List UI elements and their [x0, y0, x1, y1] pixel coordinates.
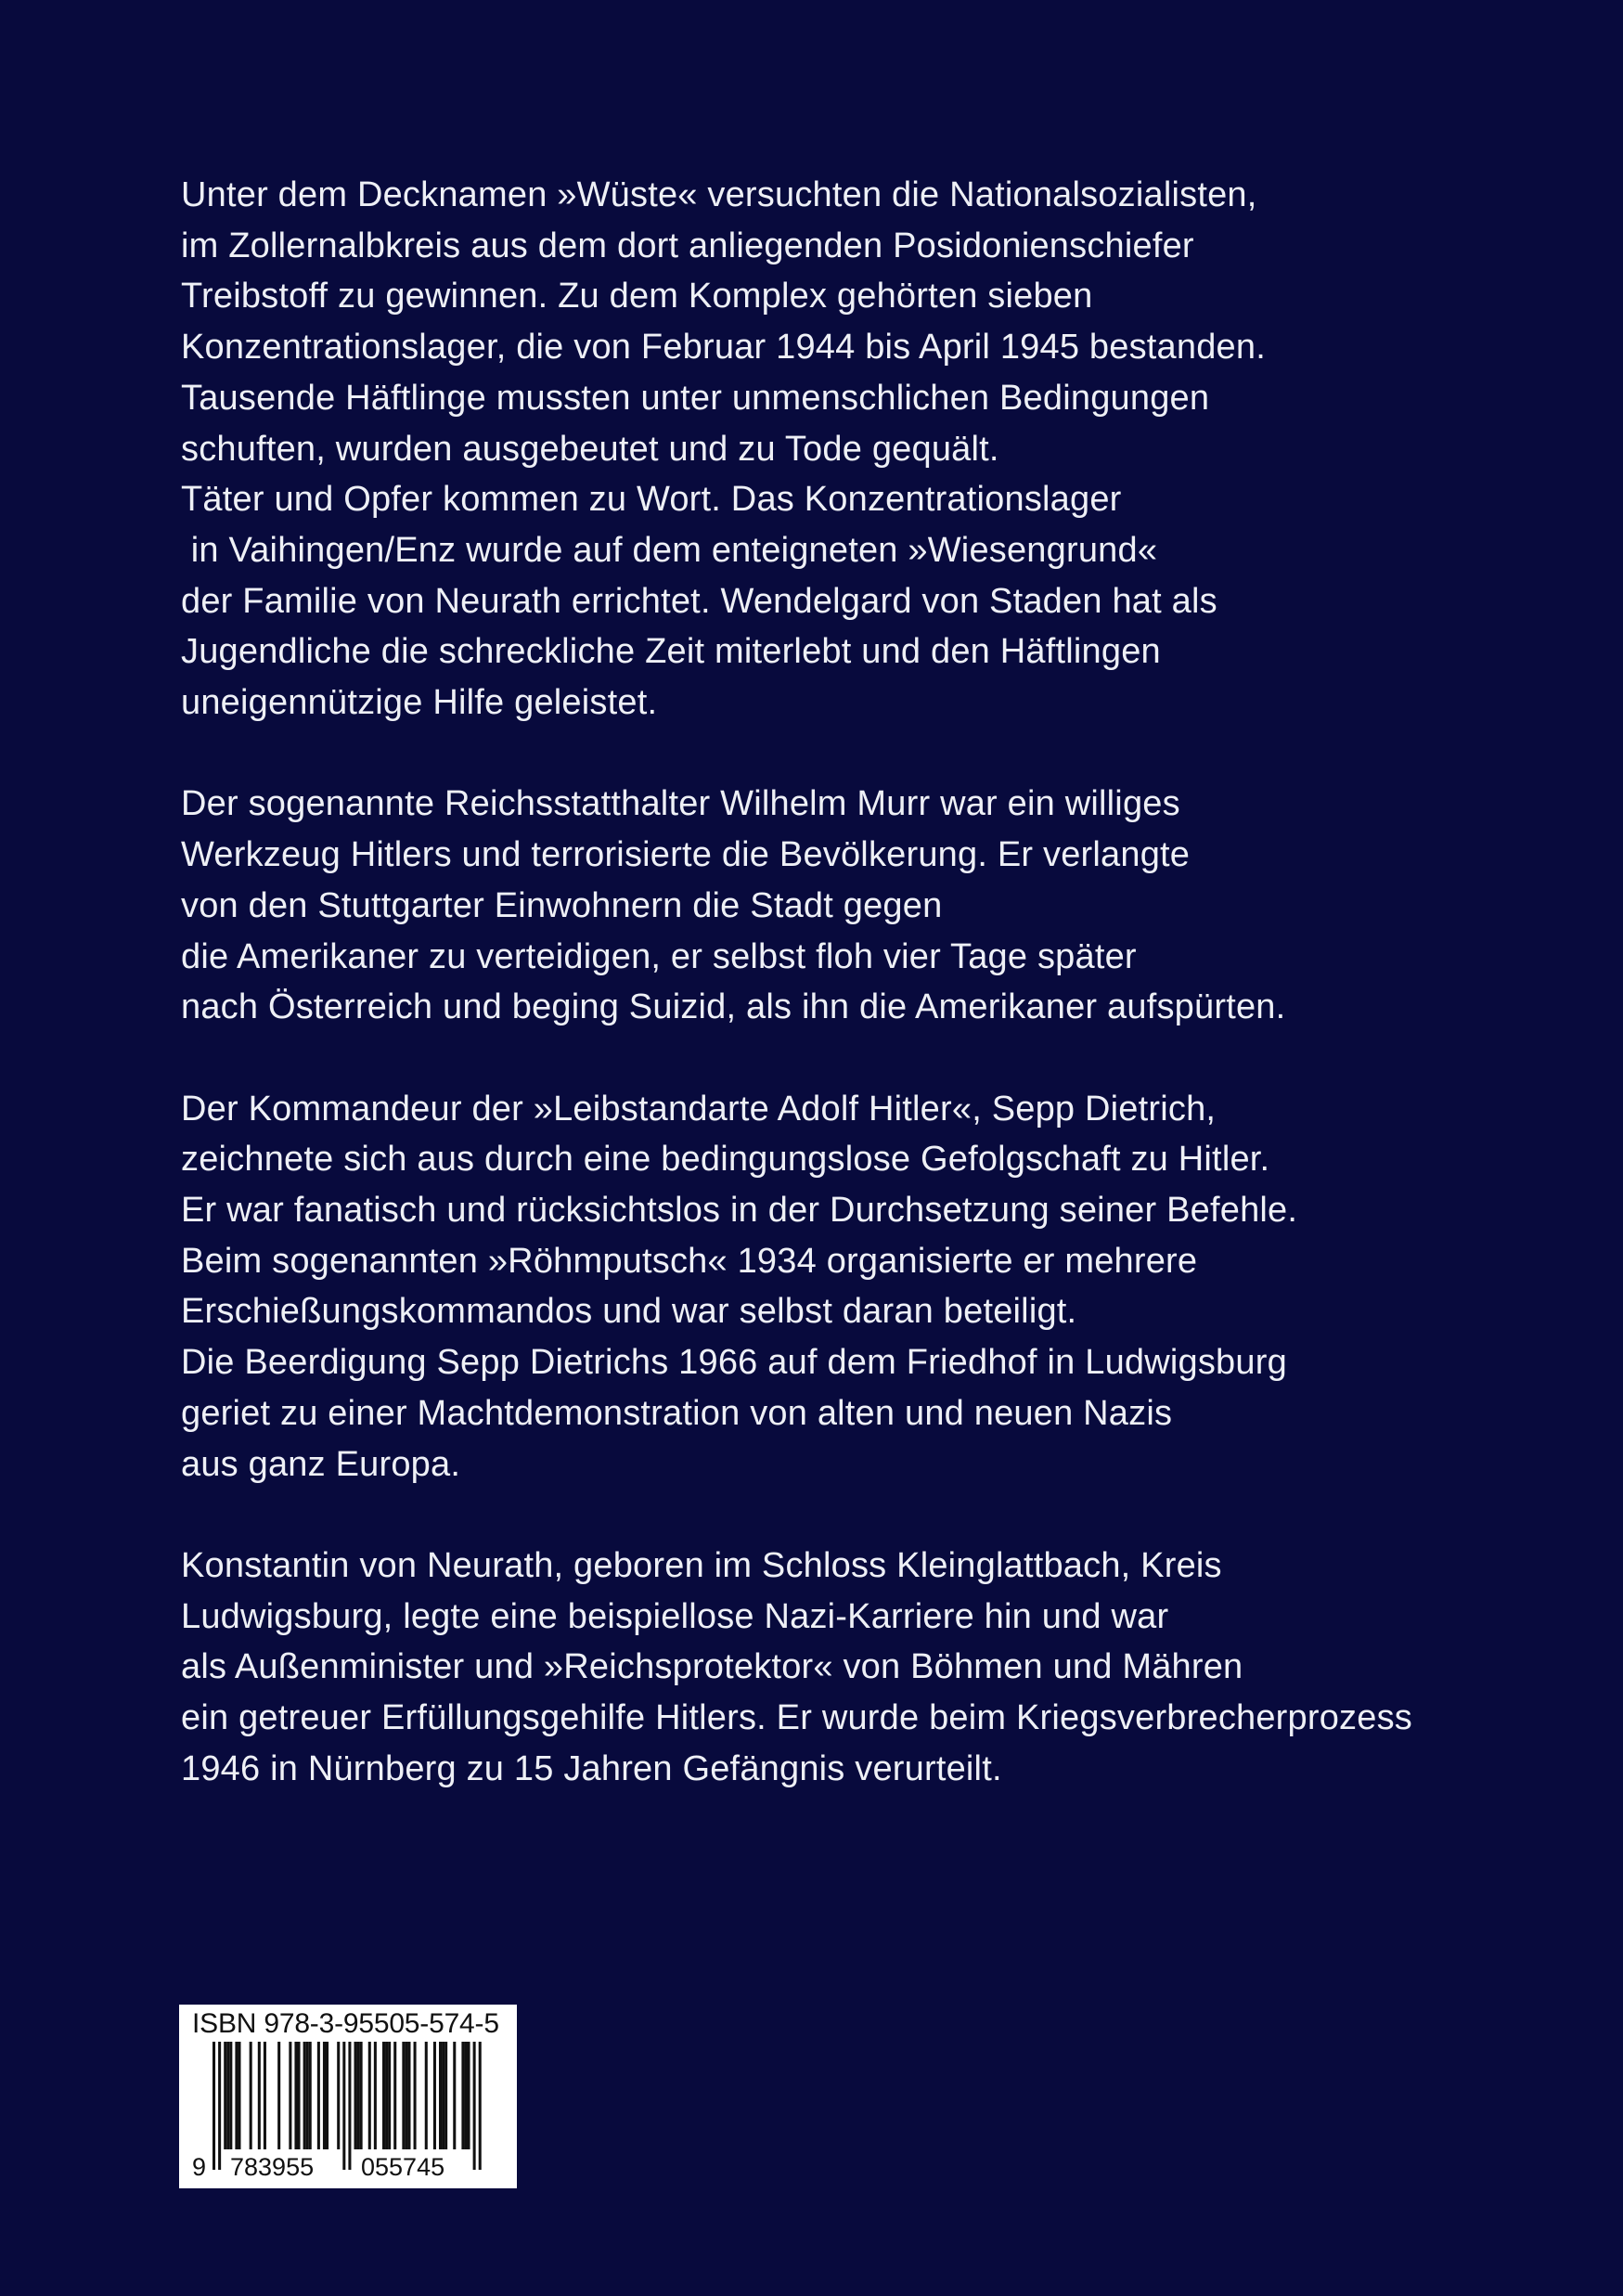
barcode-guard-bar [479, 2042, 482, 2170]
barcode-bar [309, 2042, 312, 2149]
blurb-line: von den Stuttgarter Einwohnern die Stadt gegen [181, 885, 943, 925]
barcode-guard-bar [213, 2042, 215, 2170]
isbn-barcode [179, 2005, 517, 2188]
barcode-lead-digit: 9 [192, 2153, 207, 2181]
blurb-line: geriet zu einer Machtdemonstration von alten und neuen Nazis [181, 1393, 1173, 1433]
barcode-bar [258, 2042, 261, 2149]
blurb-line: Tausende Häftlinge mussten unter unmenschlichen Bedingungen [181, 378, 1210, 418]
barcode-bar [393, 2042, 396, 2149]
barcode-bar [407, 2042, 410, 2149]
barcode-bar [368, 2042, 371, 2149]
blurb-line: Jugendliche die schreckliche Zeit miterlebt und den Häftlingen [181, 632, 1161, 672]
barcode-bar [229, 2042, 232, 2149]
blurb-paragraph-2 [181, 779, 1536, 1033]
barcode-bar [444, 2042, 447, 2149]
blurb-line: Werkzeug Hitlers und terrorisierte die Bevölkerung. Er verlangte [181, 835, 1191, 875]
barcode-bar [277, 2042, 280, 2149]
blurb-line: der Familie von Neurath errichtet. Wendelgard von Staden hat als [181, 581, 1217, 621]
barcode-bar [326, 2042, 328, 2149]
barcode-bar [360, 2042, 363, 2149]
barcode-bar [468, 2042, 470, 2149]
blurb-line: Täter und Opfer kommen zu Wort. Das Konzentrationslager [181, 480, 1122, 520]
barcode-bar [289, 2042, 291, 2149]
barcode-bar [414, 2042, 417, 2149]
barcode-bar [442, 2042, 444, 2149]
blurb-line: Die Beerdigung Sepp Dietrichs 1966 auf dem Friedhof in Ludwigsburg [181, 1343, 1287, 1383]
blurb-line: zeichnete sich aus durch eine bedingungslose Gefolgschaft zu Hitler. [181, 1140, 1270, 1180]
barcode-bar [238, 2042, 240, 2149]
blurb-line: Treibstoff zu gewinnen. Zu dem Komplex gehörten sieben [181, 277, 1093, 316]
blurb-line: aus ganz Europa. [181, 1444, 461, 1484]
blurb-line: 1946 in Nürnberg zu 15 Jahren Gefängnis verurteilt. [181, 1748, 1002, 1788]
blurb-line: schuften, wurden ausgebeutet und zu Tode gequält. [181, 429, 999, 469]
barcode-bar [425, 2042, 428, 2149]
barcode-bar [453, 2042, 456, 2149]
barcode-bar [317, 2042, 320, 2149]
blurb-line: Beim sogenannten »Röhmputsch« 1934 organisierte er mehrere [181, 1241, 1198, 1281]
blurb-line: nach Österreich und beging Suizid, als ihn die Amerikaner aufspürten. [181, 987, 1286, 1027]
blurb-line: uneigennützige Hilfe geleistet. [181, 683, 658, 723]
barcode-bar [294, 2042, 297, 2149]
barcode-bar [337, 2042, 340, 2149]
blurb-line: Unter dem Decknamen »Wüste« versuchten die Nationalsozialisten, [181, 175, 1257, 214]
barcode-bar [385, 2042, 388, 2149]
barcode-bar [374, 2042, 377, 2149]
barcode-bar [226, 2042, 229, 2149]
barcode-bar [323, 2042, 326, 2149]
blurb-line: Er war fanatisch und rücksichtslos in der Durchsetzung seiner Befehle. [181, 1191, 1298, 1231]
barcode-bar [264, 2042, 266, 2149]
isbn-label: ISBN 978-3-95505-574-5 [192, 2008, 499, 2039]
barcode-bar [235, 2042, 238, 2149]
barcode-bar [433, 2042, 436, 2149]
barcode-bar [250, 2042, 252, 2149]
barcode-bar [224, 2042, 226, 2149]
barcode-bar [461, 2042, 464, 2149]
barcode-bar [402, 2042, 405, 2149]
barcode-bar [439, 2042, 442, 2149]
blurb-line: Ludwigsburg, legte eine beispiellose Nazi-Karriere hin und war [181, 1596, 1169, 1636]
barcode-bar [357, 2042, 360, 2149]
blurb-line: Konzentrationslager, die von Februar 1944 bis April 1945 bestanden. [181, 328, 1266, 368]
barcode-bar [382, 2042, 385, 2149]
blurb-paragraph-4 [181, 1541, 1536, 1795]
barcode-left-digits: 783955 [230, 2153, 315, 2181]
blurb-line: Konstantin von Neurath, geboren im Schloss Kleinglattbach, Kreis [181, 1545, 1222, 1585]
barcode-bar [464, 2042, 467, 2149]
blurb-line: ein getreuer Erfüllungsgehilfe Hitlers. Er wurde beim Kriegsverbrecherprozess [181, 1698, 1412, 1738]
blurb-line: Der Kommandeur der »Leibstandarte Adolf Hitler«, Sepp Dietrich, [181, 1089, 1217, 1129]
blurb-text [181, 170, 1536, 1845]
barcode-guard-bar [348, 2042, 351, 2170]
barcode-bar [388, 2042, 391, 2149]
blurb-line: als Außenminister und »Reichsprotektor« von Böhmen und Mähren [181, 1647, 1243, 1687]
barcode-right-digits: 055745 [361, 2153, 445, 2181]
blurb-line: in Vaihingen/Enz wurde auf dem enteigneten »Wiesengrund« [181, 530, 1158, 570]
blurb-line: im Zollernalbkreis aus dem dort anliegenden Posidonienschiefer [181, 226, 1194, 265]
barcode-bar [298, 2042, 301, 2149]
blurb-line: Der sogenannte Reichsstatthalter Wilhelm Murr war ein williges [181, 784, 1180, 824]
barcode-bar [354, 2042, 357, 2149]
barcode-bar [405, 2042, 407, 2149]
barcode-guard-bar [342, 2042, 345, 2170]
barcode-guard-bar [473, 2042, 476, 2170]
blurb-line: die Amerikaner zu verteidigen, er selbst floh vier Tage später [181, 936, 1137, 976]
blurb-line: Erschießungskommandos und war selbst daran beteiligt. [181, 1292, 1077, 1332]
blurb-paragraph-3 [181, 1084, 1536, 1490]
barcode-bar [306, 2042, 309, 2149]
blurb-paragraph-1 [181, 170, 1536, 729]
barcode-guard-bar [218, 2042, 221, 2170]
barcode-bar [303, 2042, 306, 2149]
